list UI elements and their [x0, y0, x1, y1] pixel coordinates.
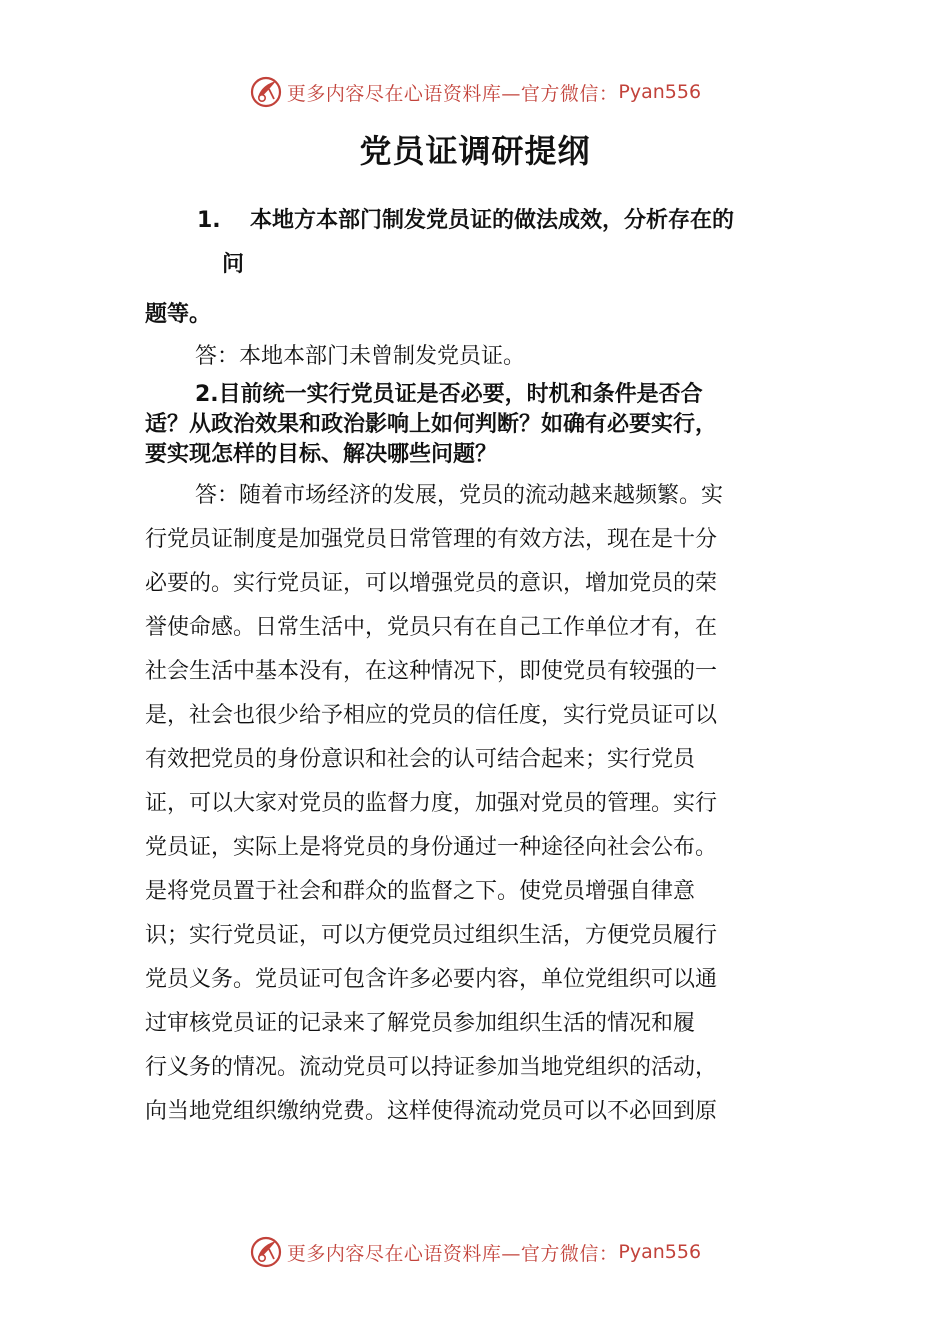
answer-2-line: 行党员证制度是加强党员日常管理的有效方法，现在是十分: [145, 527, 718, 552]
answer-2-line: 是，社会也很少给予相应的党员的信任度，实行党员证可以: [145, 703, 718, 728]
footer-banner: [0, 1232, 950, 1272]
answer-2-line: 是将党员置于社会和群众的监督之下。使党员增强自律意: [145, 879, 696, 904]
answer-2-line: 识；实行党员证，可以方便党员过组织生活，方便党员履行: [145, 923, 718, 948]
question-2-line-2: 适？从政治效果和政治影响上如何判断？如确有必要实行，: [145, 412, 718, 437]
answer-2-line: 誉使命感。日常生活中，党员只有在自己工作单位才有，在: [145, 615, 718, 640]
question-2-line-1: 2.目前统一实行党员证是否必要，时机和条件是否合: [195, 382, 703, 407]
question-1-line-3: 题等。: [145, 302, 212, 327]
answer-2-line: 证，可以大家对党员的监督力度，加强对党员的管理。实行: [145, 791, 718, 816]
answer-2-line: 行义务的情况。流动党员可以持证参加当地党组织的活动，: [145, 1055, 718, 1080]
banner-handle: Pyan556: [618, 81, 702, 103]
answer-2-line: 社会生活中基本没有，在这种情况下，即使党员有较强的一: [145, 659, 718, 684]
question-1-number: 1.: [197, 208, 221, 233]
answer-2-line: 党员义务。党员证可包含许多必要内容，单位党组织可以通: [145, 967, 718, 992]
header-banner: [0, 72, 950, 112]
banner-handle: Pyan556: [618, 1241, 702, 1263]
question-1-line-2: 问: [222, 252, 245, 277]
answer-2-paragraph: [145, 474, 815, 1134]
answer-2-line: 答：随着市场经济的发展，党员的流动越来越频繁。实: [195, 483, 724, 508]
answer-2-line: 必要的。实行党员证，可以增强党员的意识，增加党员的荣: [145, 571, 718, 596]
answer-2-line: 过审核党员证的记录来了解党员参加组织生活的情况和履: [145, 1011, 696, 1036]
answer-2-line: 有效把党员的身份意识和社会的认可结合起来；实行党员: [145, 747, 696, 772]
question-2-line-3: 要实现怎样的目标、解决哪些问题？: [145, 442, 498, 467]
answer-1: 答：本地本部门未曾制发党员证。: [195, 344, 526, 369]
banner-text: 更多内容尽在心语资料库—官方微信：: [286, 82, 619, 105]
banner-text: 更多内容尽在心语资料库—官方微信：: [286, 1242, 619, 1265]
answer-2-line: 党员证，实际上是将党员的身份通过一种途径向社会公布。: [145, 835, 718, 860]
document-title: 党员证调研提纲: [359, 132, 591, 170]
question-1-line-1: 本地方本部门制发党员证的做法成效，分析存在的: [250, 208, 735, 233]
answer-2-line: 向当地党组织缴纳党费。这样使得流动党员可以不必回到原: [145, 1099, 718, 1124]
publisher-logo-icon: [249, 75, 283, 109]
publisher-logo-icon: [249, 1235, 283, 1269]
